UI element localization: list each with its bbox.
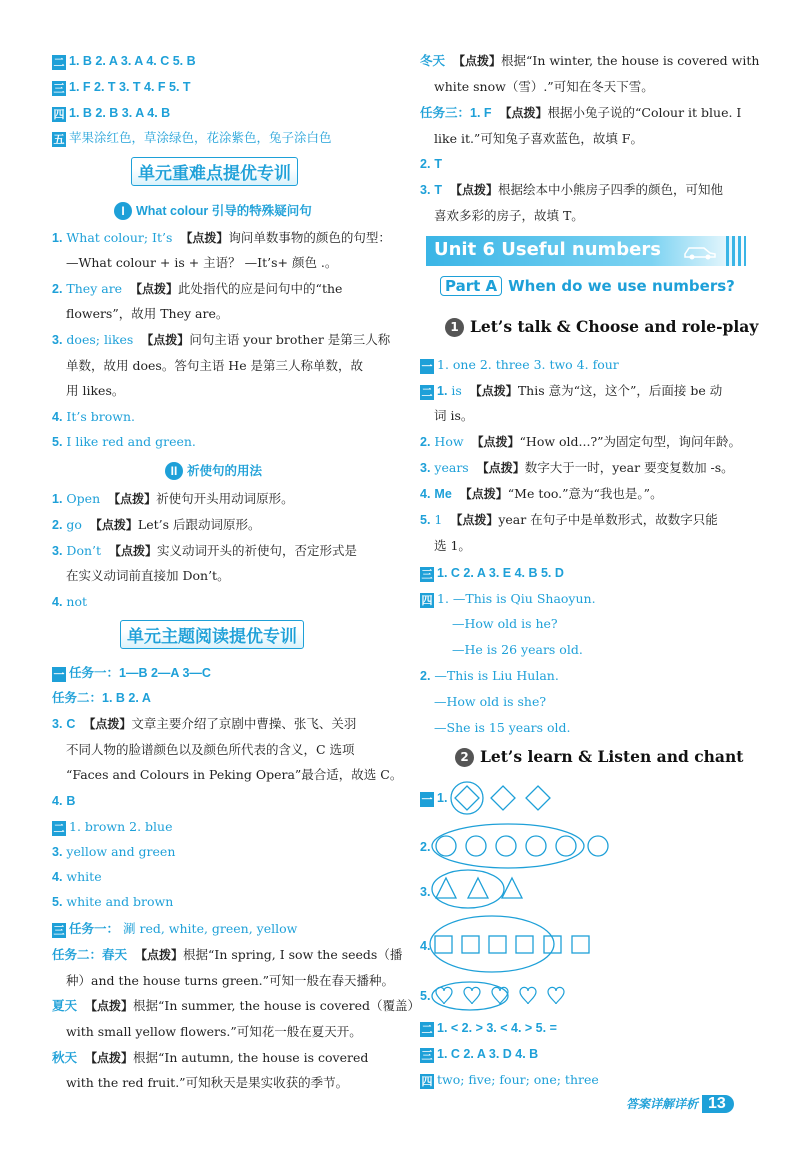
text-span: 四: [53, 108, 65, 121]
text-span: 5.: [52, 435, 63, 449]
text-span: 文章主要介绍了京剧中曹操、张飞、关羽: [131, 716, 357, 731]
explanation-text: 不同人物的脸谱颜色以及颜色所代表的含义，C 选项: [66, 742, 355, 757]
text-span: 【点拨】: [84, 999, 133, 1013]
section-title: 单元重难点提优专训: [131, 157, 298, 186]
car-icon: [682, 242, 718, 260]
answer-line: [52, 1049, 368, 1067]
text-span: 5.: [420, 989, 431, 1003]
text-span: 此处指代的应是问句中的“the: [178, 281, 343, 296]
text-span: 二: [421, 386, 433, 399]
text-span: does; likes: [66, 332, 134, 347]
text-span: 【点拨】: [476, 461, 525, 475]
decorative-stripes: [726, 236, 746, 266]
text-span: 任务一：: [69, 922, 120, 936]
text-span: 1. —This is Qiu Shaoyun.: [437, 591, 596, 606]
answer-line: [420, 433, 741, 451]
text-span: 1. C 2. A 3. E 4. B 5. D: [437, 566, 564, 580]
text-span: Me: [434, 487, 452, 501]
text-span: 4.: [52, 410, 63, 424]
text-span: 4.: [52, 870, 63, 884]
answer-line: [420, 1019, 557, 1037]
text-span: 1. C 2. A 3. D 4. B: [437, 1047, 539, 1061]
text-span: 五: [53, 133, 65, 146]
text-span: 4.: [420, 939, 431, 953]
text-span: 苹果涂红色，草涂绿色，花涂紫色，兔子涂白色: [69, 130, 332, 145]
lesson-heading: [445, 317, 758, 337]
text-span: Open: [66, 491, 101, 506]
text-span: 3.: [420, 461, 431, 475]
text-span: 二: [53, 56, 65, 69]
text-span: 根据绘本中小熊房子四季的颜色，可知他: [498, 182, 724, 197]
square-shapes: [428, 914, 598, 974]
text-span: 4.: [52, 595, 63, 609]
text-span: 【点拨】: [450, 183, 499, 197]
answer-line: [52, 946, 402, 964]
text-span: 3.: [52, 333, 63, 347]
page-footer: [626, 1093, 734, 1113]
answer-line: [52, 843, 175, 861]
text-span: T: [434, 183, 443, 197]
text-span: go: [66, 517, 82, 532]
dialogue-line: —He is 26 years old.: [452, 642, 583, 657]
text-span: 三: [53, 82, 65, 95]
dialogue-line: —She is 15 years old.: [434, 720, 571, 735]
text-span: 【点拨】: [108, 544, 157, 558]
answer-line: [52, 229, 391, 247]
text-span: 根据“In winter, the house is covered with: [500, 53, 760, 68]
text-span: 夏天: [52, 999, 78, 1013]
text-span: 【点拨】: [180, 231, 229, 245]
answer-line: [420, 382, 722, 400]
text-span: What colour 引导的特殊疑问句: [136, 204, 312, 218]
text-span: 2.: [420, 157, 431, 171]
explanation-text: 单数，故用 does。答句主语 He 是第三人称单数，故: [66, 358, 364, 373]
explanation-text: flowers”，故用 They are。: [66, 306, 229, 321]
answer-line: [52, 433, 196, 451]
answer-line: [52, 997, 420, 1015]
text-span: 1. brown 2. blue: [69, 819, 173, 834]
text-span: not: [66, 594, 88, 609]
text-span: 3.: [52, 544, 63, 558]
text-span: I like red and green.: [66, 434, 196, 449]
unit-banner: [426, 236, 748, 266]
subsection-heading: [165, 461, 262, 480]
text-span: 【点拨】: [84, 1051, 133, 1065]
text-span: 1. one 2. three 3. two 4. four: [437, 357, 619, 372]
text-span: 【点拨】: [108, 492, 157, 506]
text-span: 3.: [52, 717, 63, 731]
explanation-text: 词 is。: [434, 408, 474, 423]
text-span: 1. < 2. > 3. < 4. > 5. =: [437, 1021, 557, 1035]
explanation-text: white snow（雪）.”可知在冬天下雪。: [434, 79, 654, 94]
text-span: 【点拨】: [83, 717, 132, 731]
text-span: II: [165, 462, 183, 480]
part-heading: [440, 276, 735, 296]
answer-line: [420, 52, 759, 70]
text-span: 二: [421, 1023, 433, 1036]
text-span: white: [66, 869, 102, 884]
text-span: 1: [434, 512, 443, 527]
answer-line: [52, 331, 390, 349]
text-span: 1. F 2. T 3. T 4. F 5. T: [69, 80, 191, 94]
text-span: Let’s 后跟动词原形。: [137, 517, 261, 532]
answer-line: [52, 893, 173, 911]
answer-line: [420, 789, 447, 807]
text-span: 【点拨】: [459, 487, 508, 501]
text-span: 任务一：1—B 2—A 3—C: [69, 666, 211, 680]
answer-line: [52, 818, 172, 836]
answer-line: [52, 593, 87, 611]
answer-line: [52, 78, 191, 96]
text-span: 4.: [52, 794, 63, 808]
text-span: “Me too.”意为“我也是。”。: [507, 486, 663, 501]
text-span: 数字大于一时，year 要变复数加 -s。: [524, 460, 734, 475]
text-span: 一: [421, 360, 433, 373]
text-span: 任务二：1. B 2. A: [52, 691, 151, 705]
unit-title: Unit 6 Useful numbers: [434, 239, 661, 260]
text-span: 根据小兔子说的“Colour it blue. I: [547, 105, 742, 120]
text-span: 实义动词开头的祈使句，否定形式是: [157, 543, 358, 558]
text-span: They are: [66, 281, 123, 296]
text-span: Don’t: [66, 543, 102, 558]
text-span: 任务二：春天: [52, 948, 128, 962]
text-span: 【点拨】: [89, 518, 138, 532]
text-span: 祈使句开头用动词原形。: [156, 491, 294, 506]
answer-line: [52, 52, 196, 70]
text-span: 2.: [52, 282, 63, 296]
text-span: white and brown: [66, 894, 174, 909]
answer-line: [420, 459, 734, 477]
answer-line: [420, 1045, 538, 1063]
text-span: 【点拨】: [130, 282, 179, 296]
text-span: is: [451, 383, 462, 398]
answer-line: [52, 490, 294, 508]
text-span: 二: [53, 822, 65, 835]
text-span: 2.: [420, 435, 431, 449]
lesson-heading: [455, 747, 743, 767]
answer-line: [420, 1071, 599, 1089]
text-span: This 意为“这，这个”，后面接 be 动: [517, 383, 723, 398]
text-span: 3.: [420, 183, 431, 197]
text-span: 1.: [437, 384, 448, 398]
answer-line: [420, 356, 619, 374]
text-span: 3.: [52, 845, 63, 859]
text-span: 5.: [420, 513, 431, 527]
text-span: yellow and green: [66, 844, 176, 859]
page-number: 13: [702, 1095, 734, 1113]
text-span: 【点拨】: [452, 54, 501, 68]
text-span: 祈使句的用法: [187, 464, 263, 478]
text-span: “How old...?”为固定句型，询问年龄。: [519, 434, 742, 449]
text-span: 2.: [420, 840, 431, 854]
text-span: 2.: [52, 518, 63, 532]
subsection-heading: [114, 201, 312, 220]
dialogue-line: —How old is he?: [452, 616, 558, 631]
text-span: Let’s talk & Choose and role-play: [470, 317, 759, 336]
text-span: 1.: [52, 492, 63, 506]
text-span: 四: [421, 594, 433, 607]
text-span: 三: [421, 1049, 433, 1062]
answer-line: [52, 516, 261, 534]
text-span: 1. B 2. A 3. A 4. C 5. B: [69, 54, 196, 68]
footer-label: 答案详解详析: [626, 1097, 699, 1111]
text-span: 1. B 2. B 3. A 4. B: [69, 106, 171, 120]
explanation-text: with the red fruit.”可知秋天是果实收获的季节。: [66, 1075, 349, 1090]
answer-line: [420, 104, 741, 122]
text-span: I: [114, 202, 132, 220]
answer-line: [52, 689, 151, 707]
text-span: 【点拨】: [469, 384, 518, 398]
answer-line: [52, 280, 342, 298]
explanation-text: —What colour + is + 主语？ —It’s+ 颜色 .。: [66, 255, 338, 270]
dialogue-line: —How old is she?: [434, 694, 547, 709]
text-span: 【点拨】: [499, 106, 548, 120]
text-span: C: [66, 717, 76, 731]
explanation-text: “Faces and Colours in Peking Opera”最合适，故选 C。: [66, 767, 403, 782]
text-span: 任务三：1. F: [420, 106, 492, 120]
answer-line: [420, 667, 559, 685]
text-span: 5.: [52, 895, 63, 909]
answer-line: [52, 408, 135, 426]
explanation-text: 种）and the house turns green.”可知一般在春天播种。: [66, 973, 395, 988]
answer-line: [52, 868, 102, 886]
answer-line: [52, 715, 356, 733]
answer-line: [420, 987, 430, 1005]
text-span: year 在句子中是单数形式，故数字只能: [498, 512, 718, 527]
text-span: 询问单数事物的颜色的句型：: [228, 230, 391, 245]
text-span: 3.: [420, 885, 431, 899]
circle-shapes: [428, 820, 618, 872]
text-span: It’s brown.: [66, 409, 135, 424]
part-title: When do we use numbers?: [508, 277, 735, 295]
explanation-text: 喜欢多彩的房子，故填 T。: [434, 208, 584, 223]
text-span: years: [434, 460, 469, 475]
text-span: 1: [445, 318, 464, 337]
text-span: 秋天: [52, 1051, 78, 1065]
text-span: 【点拨】: [471, 435, 520, 449]
answer-line: [52, 792, 75, 810]
explanation-text: 用 likes。: [66, 383, 125, 398]
text-span: two; five; four; one; three: [437, 1072, 599, 1087]
text-span: 根据“In spring, I sow the seeds（播: [182, 947, 403, 962]
text-span: 四: [421, 1075, 433, 1088]
answer-line: [420, 564, 564, 582]
explanation-text: with small yellow flowers.”可知花一般在夏天开。: [66, 1024, 362, 1039]
text-span: 1.: [52, 231, 63, 245]
text-span: 一: [421, 793, 433, 806]
text-span: Let’s learn & Listen and chant: [480, 747, 744, 766]
text-span: What colour; It’s: [66, 230, 173, 245]
text-span: 【点拨】: [134, 948, 183, 962]
explanation-text: like it.”可知兔子喜欢蓝色，故填 F。: [434, 131, 643, 146]
answer-line: [420, 590, 596, 608]
text-span: 问句主语 your brother 是第三人称: [189, 332, 391, 347]
part-label: Part A: [440, 276, 502, 296]
answer-line: [52, 664, 211, 682]
answer-line: [52, 129, 332, 147]
text-span: 1.: [437, 791, 448, 805]
heart-shapes: [430, 980, 570, 1012]
explanation-text: 在实义动词前直接加 Don’t。: [66, 568, 230, 583]
text-span: 涮 red, white, green, yellow: [123, 921, 298, 936]
text-span: 根据“In autumn, the house is covered: [132, 1050, 369, 1065]
explanation-text: 选 1。: [434, 538, 471, 553]
text-span: 2.: [420, 669, 431, 683]
text-span: 2: [455, 748, 474, 767]
text-span: 【点拨】: [450, 513, 499, 527]
text-span: 根据“In summer, the house is covered（覆盖）: [132, 998, 421, 1013]
text-span: 冬天: [420, 54, 446, 68]
triangle-shapes: [428, 868, 528, 910]
text-span: 【点拨】: [141, 333, 190, 347]
diamond-shapes: [450, 780, 560, 816]
text-span: 一: [53, 668, 65, 681]
answer-line: [420, 181, 723, 199]
text-span: 4.: [420, 487, 431, 501]
answer-line: [52, 920, 297, 938]
answer-line: [52, 542, 357, 560]
text-span: 三: [421, 568, 433, 581]
answer-line: [52, 104, 170, 122]
text-span: 三: [53, 924, 65, 937]
section-title: 单元主题阅读提优专训: [120, 620, 304, 649]
text-span: How: [434, 434, 464, 449]
text-span: B: [66, 794, 76, 808]
text-span: —This is Liu Hulan.: [434, 668, 559, 683]
answer-line: [420, 511, 718, 529]
text-span: T: [434, 157, 443, 171]
answer-line: [420, 485, 663, 503]
answer-line: [420, 155, 442, 173]
